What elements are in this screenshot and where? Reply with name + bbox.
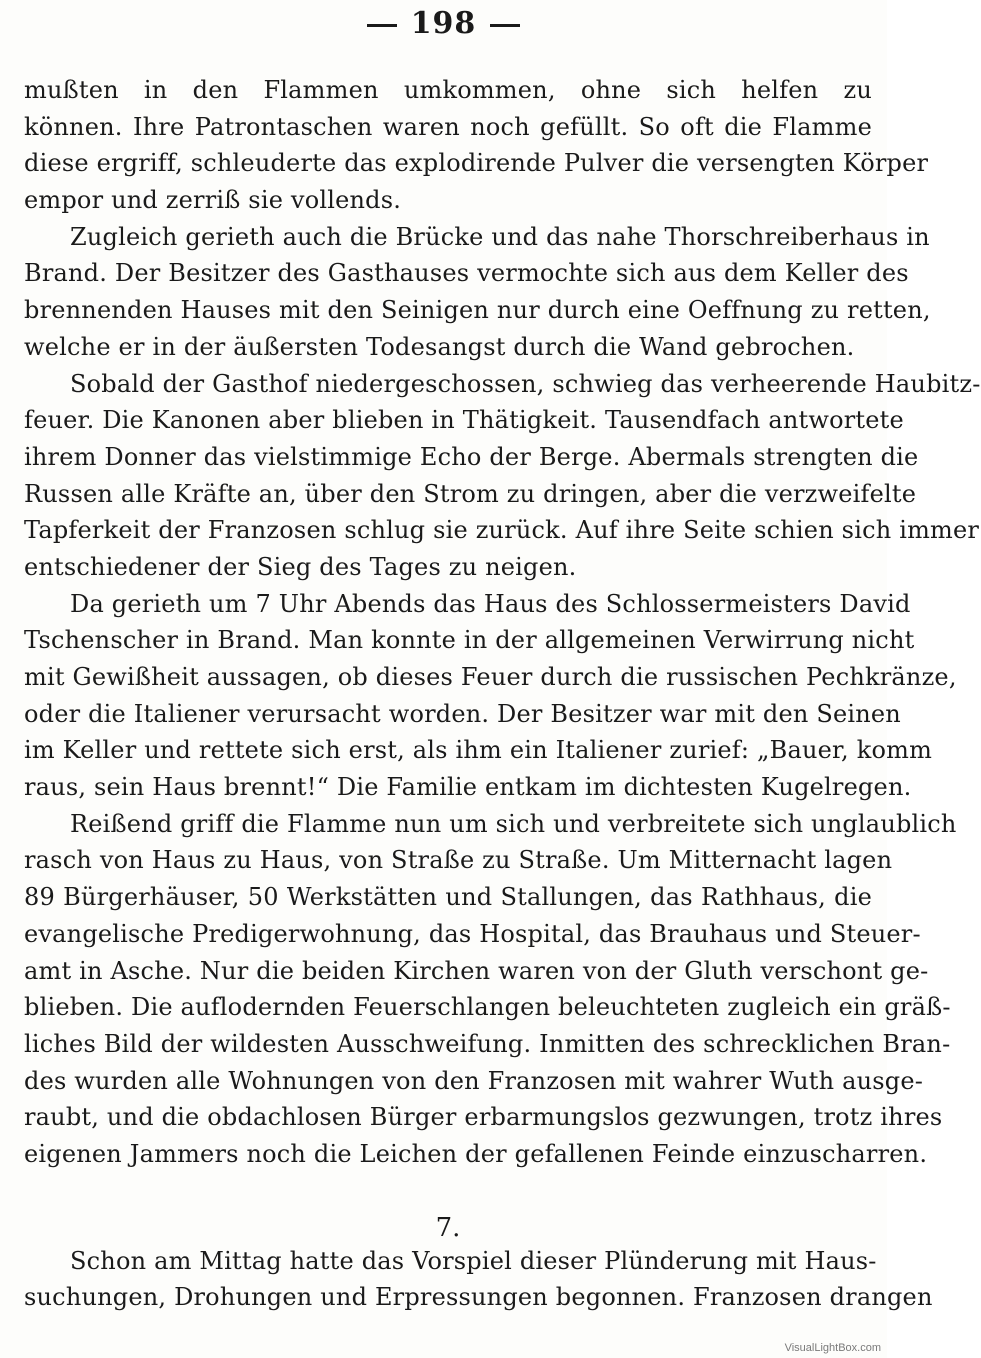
text-line: empor und zerriß sie vollends. — [24, 186, 402, 215]
text-line: im Keller und rettete sich erst, als ihm ein Italiener zurief: „Bauer, komm — [24, 736, 933, 765]
section-paragraph — [24, 1243, 933, 1316]
text-line: Brand. Der Besitzer des Gasthauses vermochte sich aus dem Keller des — [24, 259, 909, 288]
text-line: rasch von Haus zu Haus, von Straße zu Straße. Um Mitternacht lagen — [24, 846, 893, 875]
paragraph-3 — [24, 366, 981, 586]
text-line: brennenden Hauses mit den Seinigen nur durch eine Oeffnung zu retten, — [24, 296, 931, 325]
text-line: liches Bild der wildesten Ausschweifung. Inmitten des schrecklichen Bran- — [24, 1029, 951, 1058]
text-line: mußten in den Flammen umkommen, ohne sich helfen zu — [24, 76, 872, 104]
text-line: Da gerieth um 7 Uhr Abends das Haus des Schlossermeisters David — [70, 589, 911, 618]
text-line: Tschenscher in Brand. Man konnte in der allgemeinen Verwirrung nicht — [24, 626, 915, 655]
text-line: entschiedener der Sieg des Tages zu neigen. — [24, 552, 577, 581]
text-line: welche er in der äußersten Todesangst durch die Wand gebrochen. — [24, 332, 855, 361]
text-line: können. Ihre Patrontaschen waren noch gefüllt. So oft die Flamme — [24, 112, 872, 141]
text-line: 89 Bürgerhäuser, 50 Werkstätten und Stallungen, das Rathhaus, die — [24, 883, 872, 912]
text-line: ihrem Donner das vielstimmige Echo der Berge. Abermals strengten die — [24, 442, 919, 471]
paragraph-2 — [24, 219, 931, 366]
text-line: mit Gewißheit aussagen, ob dieses Feuer durch die russischen Pechkränze, — [24, 663, 957, 691]
paragraph-1 — [24, 72, 929, 219]
page-number: 198 — [410, 6, 477, 41]
text-line: raubt, und die obdachlosen Bürger erbarmungslos gezwungen, trotz ihres — [24, 1103, 943, 1132]
section-number: 7. — [435, 1212, 461, 1243]
page-header — [0, 6, 887, 41]
text-line: eigenen Jammers noch die Leichen der gefallenen Feinde einzuscharren. — [24, 1139, 928, 1168]
header-dash-left — [367, 24, 397, 27]
page-body — [24, 72, 981, 1316]
text-line: Tapferkeit der Franzosen schlug sie zurück. Auf ihre Seite schien sich immer — [24, 516, 980, 545]
text-line: blieben. Die auflodernden Feuerschlangen beleuchteten zugleich ein gräß- — [24, 993, 951, 1022]
text-line: feuer. Die Kanonen aber blieben in Thätigkeit. Tausendfach antwortete — [24, 406, 904, 435]
text-line: Russen alle Kräfte an, über den Strom zu dringen, aber die verzweifelte — [24, 479, 917, 508]
text-line: diese ergriff, schleuderte das explodirende Pulver die versengten Körper — [24, 149, 929, 178]
paragraph-4 — [24, 586, 957, 806]
text-line: amt in Asche. Nur die beiden Kirchen waren von der Gluth verschont ge- — [24, 956, 929, 985]
text-line: suchungen, Drohungen und Erpressungen begonnen. Franzosen drangen — [24, 1283, 933, 1312]
watermark: VisualLightBox.com — [784, 1342, 881, 1354]
text-line: oder die Italiener verursacht worden. Der Besitzer war mit den Seinen — [24, 699, 901, 728]
text-line: Reißend griff die Flamme nun um sich und verbreitete sich unglaublich — [70, 809, 957, 838]
text-line: Schon am Mittag hatte das Vorspiel dieser Plünderung mit Haus- — [70, 1246, 877, 1275]
text-line: Sobald der Gasthof niedergeschossen, schwieg das verheerende Haubitz- — [70, 369, 981, 398]
text-line: des wurden alle Wohnungen von den Franzosen mit wahrer Wuth ausge- — [24, 1066, 924, 1095]
text-line: evangelische Predigerwohnung, das Hospital, das Brauhaus und Steuer- — [24, 919, 921, 948]
paragraph-5 — [24, 806, 957, 1173]
header-dash-right — [490, 24, 520, 27]
text-line: raus, sein Haus brennt!“ Die Familie entkam im dichtesten Kugelregen. — [24, 773, 912, 802]
text-line: Zugleich gerieth auch die Brücke und das nahe Thorschreiberhaus in — [70, 222, 930, 251]
